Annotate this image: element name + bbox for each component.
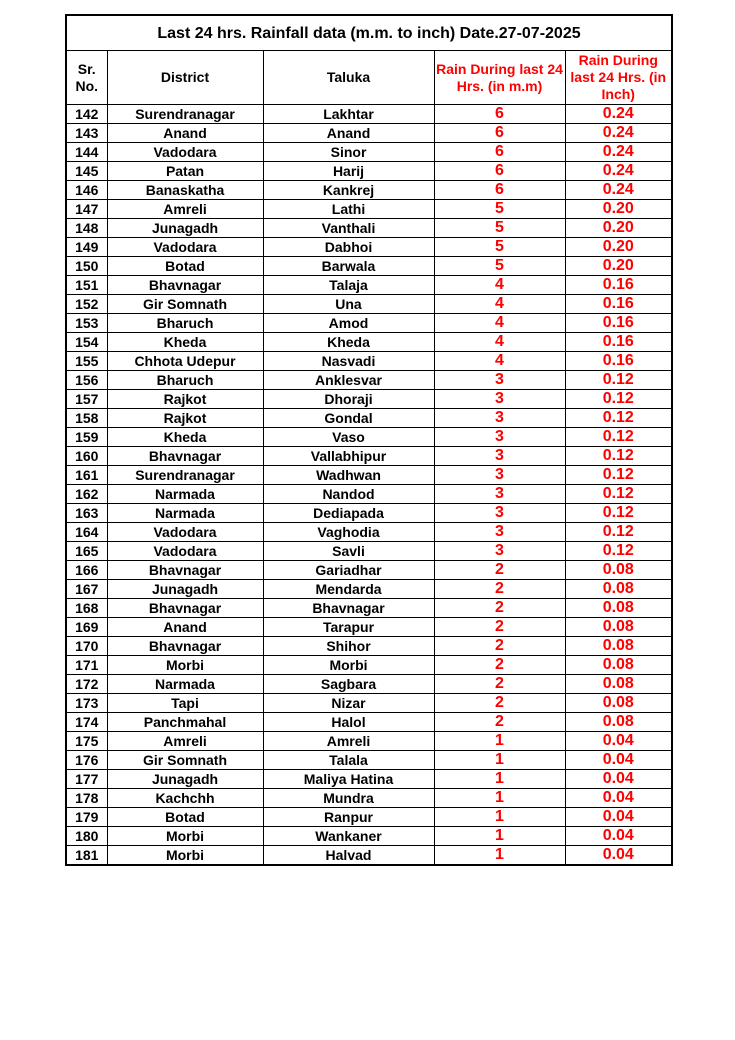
table-row: [66, 314, 672, 333]
sr-cell: 150: [66, 257, 107, 276]
rain-mm-cell: 2: [434, 713, 565, 732]
rainfall-table: [65, 14, 673, 866]
taluka-cell: Tarapur: [263, 618, 434, 637]
taluka-cell: Nasvadi: [263, 352, 434, 371]
table-row: [66, 504, 672, 523]
table-row: [66, 352, 672, 371]
rain-mm-cell: 2: [434, 618, 565, 637]
district-cell: Bhavnagar: [107, 561, 263, 580]
sr-cell: 181: [66, 846, 107, 866]
district-cell: Junagadh: [107, 770, 263, 789]
district-cell: Morbi: [107, 846, 263, 866]
rain-inch-cell: 0.16: [565, 352, 672, 371]
table-row: [66, 162, 672, 181]
district-cell: Kheda: [107, 333, 263, 352]
taluka-cell: Vaso: [263, 428, 434, 447]
rain-inch-cell: 0.12: [565, 409, 672, 428]
district-cell: Morbi: [107, 656, 263, 675]
rain-inch-cell: 0.24: [565, 181, 672, 200]
taluka-cell: Anand: [263, 124, 434, 143]
taluka-cell: Lathi: [263, 200, 434, 219]
district-cell: Surendranagar: [107, 105, 263, 124]
district-cell: Junagadh: [107, 219, 263, 238]
table-row: [66, 219, 672, 238]
rain-mm-cell: 4: [434, 295, 565, 314]
sr-cell: 149: [66, 238, 107, 257]
district-cell: Bharuch: [107, 371, 263, 390]
table-row: [66, 713, 672, 732]
district-cell: Morbi: [107, 827, 263, 846]
rain-mm-cell: 3: [434, 542, 565, 561]
sr-cell: 177: [66, 770, 107, 789]
rain-inch-cell: 0.04: [565, 808, 672, 827]
taluka-cell: Bhavnagar: [263, 599, 434, 618]
table-row: [66, 789, 672, 808]
sr-cell: 169: [66, 618, 107, 637]
taluka-cell: Sagbara: [263, 675, 434, 694]
table-row: [66, 276, 672, 295]
rain-mm-cell: 3: [434, 447, 565, 466]
taluka-cell: Maliya Hatina: [263, 770, 434, 789]
table-row: [66, 428, 672, 447]
table-row: [66, 257, 672, 276]
rain-mm-cell: 2: [434, 599, 565, 618]
rain-mm-cell: 3: [434, 371, 565, 390]
district-cell: Vadodara: [107, 542, 263, 561]
rain-mm-cell: 5: [434, 200, 565, 219]
sr-cell: 146: [66, 181, 107, 200]
table-row: [66, 561, 672, 580]
rain-mm-cell: 1: [434, 732, 565, 751]
taluka-cell: Una: [263, 295, 434, 314]
rain-inch-cell: 0.12: [565, 428, 672, 447]
rain-inch-cell: 0.12: [565, 390, 672, 409]
header-sr-no: Sr. No.: [66, 51, 107, 105]
district-cell: Narmada: [107, 675, 263, 694]
district-cell: Amreli: [107, 200, 263, 219]
district-cell: Kachchh: [107, 789, 263, 808]
sr-cell: 165: [66, 542, 107, 561]
sr-cell: 164: [66, 523, 107, 542]
taluka-cell: Amreli: [263, 732, 434, 751]
taluka-cell: Nandod: [263, 485, 434, 504]
sr-cell: 172: [66, 675, 107, 694]
district-cell: Vadodara: [107, 523, 263, 542]
rain-inch-cell: 0.08: [565, 580, 672, 599]
table-row: [66, 409, 672, 428]
district-cell: Narmada: [107, 504, 263, 523]
rain-inch-cell: 0.08: [565, 675, 672, 694]
district-cell: Botad: [107, 808, 263, 827]
rain-mm-cell: 1: [434, 751, 565, 770]
sr-cell: 158: [66, 409, 107, 428]
table-row: [66, 770, 672, 789]
taluka-cell: Mendarda: [263, 580, 434, 599]
sr-cell: 180: [66, 827, 107, 846]
table-row: [66, 599, 672, 618]
sr-cell: 178: [66, 789, 107, 808]
rain-mm-cell: 2: [434, 637, 565, 656]
rain-mm-cell: 2: [434, 580, 565, 599]
taluka-cell: Halvad: [263, 846, 434, 866]
sr-cell: 147: [66, 200, 107, 219]
rain-inch-cell: 0.20: [565, 219, 672, 238]
rain-inch-cell: 0.12: [565, 504, 672, 523]
sr-cell: 170: [66, 637, 107, 656]
rain-inch-cell: 0.04: [565, 789, 672, 808]
table-body: [66, 105, 672, 866]
district-cell: Vadodara: [107, 143, 263, 162]
taluka-cell: Wadhwan: [263, 466, 434, 485]
sr-cell: 163: [66, 504, 107, 523]
rain-inch-cell: 0.16: [565, 333, 672, 352]
table-row: [66, 827, 672, 846]
header-district: District: [107, 51, 263, 105]
rain-inch-cell: 0.12: [565, 447, 672, 466]
sr-cell: 171: [66, 656, 107, 675]
table-row: [66, 542, 672, 561]
header-rain-mm: Rain During last 24 Hrs. (in m.m): [434, 51, 565, 105]
taluka-cell: Savli: [263, 542, 434, 561]
rain-mm-cell: 1: [434, 789, 565, 808]
taluka-cell: Harij: [263, 162, 434, 181]
rain-mm-cell: 4: [434, 276, 565, 295]
taluka-cell: Anklesvar: [263, 371, 434, 390]
table-row: [66, 675, 672, 694]
taluka-cell: Gariadhar: [263, 561, 434, 580]
district-cell: Amreli: [107, 732, 263, 751]
table-row: [66, 105, 672, 124]
rain-inch-cell: 0.04: [565, 770, 672, 789]
table-row: [66, 580, 672, 599]
sr-cell: 148: [66, 219, 107, 238]
rain-inch-cell: 0.16: [565, 276, 672, 295]
table-row: [66, 390, 672, 409]
rain-inch-cell: 0.24: [565, 162, 672, 181]
table-row: [66, 371, 672, 390]
taluka-cell: Barwala: [263, 257, 434, 276]
sr-cell: 157: [66, 390, 107, 409]
sr-cell: 174: [66, 713, 107, 732]
sr-cell: 152: [66, 295, 107, 314]
district-cell: Rajkot: [107, 409, 263, 428]
rain-inch-cell: 0.20: [565, 257, 672, 276]
table-row: [66, 181, 672, 200]
rain-inch-cell: 0.12: [565, 523, 672, 542]
rain-mm-cell: 2: [434, 675, 565, 694]
rain-mm-cell: 6: [434, 143, 565, 162]
taluka-cell: Dhoraji: [263, 390, 434, 409]
rain-mm-cell: 1: [434, 846, 565, 866]
rain-mm-cell: 3: [434, 466, 565, 485]
table-row: [66, 466, 672, 485]
taluka-cell: Talaja: [263, 276, 434, 295]
sr-cell: 179: [66, 808, 107, 827]
sr-cell: 156: [66, 371, 107, 390]
table-row: [66, 751, 672, 770]
rain-inch-cell: 0.04: [565, 846, 672, 866]
rain-inch-cell: 0.08: [565, 618, 672, 637]
district-cell: Bhavnagar: [107, 637, 263, 656]
district-cell: Anand: [107, 124, 263, 143]
rain-mm-cell: 5: [434, 257, 565, 276]
rain-inch-cell: 0.08: [565, 656, 672, 675]
district-cell: Bhavnagar: [107, 276, 263, 295]
sr-cell: 161: [66, 466, 107, 485]
rain-mm-cell: 4: [434, 333, 565, 352]
rain-mm-cell: 3: [434, 428, 565, 447]
sr-cell: 153: [66, 314, 107, 333]
district-cell: Narmada: [107, 485, 263, 504]
rain-mm-cell: 3: [434, 504, 565, 523]
rain-inch-cell: 0.12: [565, 542, 672, 561]
header-rain-inch: Rain During last 24 Hrs. (in Inch): [565, 51, 672, 105]
table-row: [66, 523, 672, 542]
rain-inch-cell: 0.20: [565, 200, 672, 219]
table-row: [66, 732, 672, 751]
table-row: [66, 656, 672, 675]
sr-cell: 142: [66, 105, 107, 124]
district-cell: Bhavnagar: [107, 599, 263, 618]
rain-inch-cell: 0.08: [565, 561, 672, 580]
rain-mm-cell: 3: [434, 523, 565, 542]
district-cell: Bharuch: [107, 314, 263, 333]
district-cell: Vadodara: [107, 238, 263, 257]
rain-mm-cell: 1: [434, 770, 565, 789]
district-cell: Anand: [107, 618, 263, 637]
sr-cell: 151: [66, 276, 107, 295]
sr-cell: 176: [66, 751, 107, 770]
district-cell: Panchmahal: [107, 713, 263, 732]
district-cell: Tapi: [107, 694, 263, 713]
rain-mm-cell: 3: [434, 390, 565, 409]
table-row: [66, 333, 672, 352]
table-title: Last 24 hrs. Rainfall data (m.m. to inch) Date.27-07-2025: [66, 15, 672, 51]
taluka-cell: Dediapada: [263, 504, 434, 523]
rain-inch-cell: 0.12: [565, 485, 672, 504]
rain-inch-cell: 0.04: [565, 732, 672, 751]
sr-cell: 155: [66, 352, 107, 371]
table-row: [66, 143, 672, 162]
rain-inch-cell: 0.24: [565, 143, 672, 162]
table-row: [66, 808, 672, 827]
rain-mm-cell: 6: [434, 105, 565, 124]
rain-inch-cell: 0.08: [565, 694, 672, 713]
rain-mm-cell: 1: [434, 827, 565, 846]
district-cell: Botad: [107, 257, 263, 276]
rain-mm-cell: 5: [434, 219, 565, 238]
table-row: [66, 447, 672, 466]
rain-inch-cell: 0.12: [565, 371, 672, 390]
rain-mm-cell: 4: [434, 314, 565, 333]
sr-cell: 168: [66, 599, 107, 618]
sr-cell: 162: [66, 485, 107, 504]
taluka-cell: Talala: [263, 751, 434, 770]
table-row: [66, 295, 672, 314]
rain-inch-cell: 0.20: [565, 238, 672, 257]
rain-inch-cell: 0.16: [565, 295, 672, 314]
table-row: [66, 124, 672, 143]
header-row: [66, 51, 672, 105]
taluka-cell: Shihor: [263, 637, 434, 656]
district-cell: Surendranagar: [107, 466, 263, 485]
rain-mm-cell: 3: [434, 485, 565, 504]
district-cell: Rajkot: [107, 390, 263, 409]
table-row: [66, 618, 672, 637]
sr-cell: 175: [66, 732, 107, 751]
sr-cell: 166: [66, 561, 107, 580]
taluka-cell: Gondal: [263, 409, 434, 428]
rain-inch-cell: 0.04: [565, 751, 672, 770]
rain-mm-cell: 5: [434, 238, 565, 257]
taluka-cell: Lakhtar: [263, 105, 434, 124]
rain-inch-cell: 0.12: [565, 466, 672, 485]
rain-mm-cell: 6: [434, 162, 565, 181]
district-cell: Kheda: [107, 428, 263, 447]
table-row: [66, 485, 672, 504]
table-row: [66, 200, 672, 219]
rain-inch-cell: 0.04: [565, 827, 672, 846]
rain-mm-cell: 1: [434, 808, 565, 827]
rain-mm-cell: 3: [434, 409, 565, 428]
district-cell: Patan: [107, 162, 263, 181]
header-taluka: Taluka: [263, 51, 434, 105]
sr-cell: 173: [66, 694, 107, 713]
rain-inch-cell: 0.24: [565, 124, 672, 143]
table-row: [66, 637, 672, 656]
rain-mm-cell: 2: [434, 694, 565, 713]
taluka-cell: Kheda: [263, 333, 434, 352]
taluka-cell: Dabhoi: [263, 238, 434, 257]
sr-cell: 167: [66, 580, 107, 599]
rain-mm-cell: 2: [434, 561, 565, 580]
table-row: [66, 694, 672, 713]
district-cell: Bhavnagar: [107, 447, 263, 466]
rain-inch-cell: 0.08: [565, 599, 672, 618]
taluka-cell: Vallabhipur: [263, 447, 434, 466]
taluka-cell: Ranpur: [263, 808, 434, 827]
table-row: [66, 846, 672, 866]
sr-cell: 160: [66, 447, 107, 466]
rain-inch-cell: 0.08: [565, 713, 672, 732]
district-cell: Gir Somnath: [107, 295, 263, 314]
taluka-cell: Kankrej: [263, 181, 434, 200]
district-cell: Gir Somnath: [107, 751, 263, 770]
rain-mm-cell: 2: [434, 656, 565, 675]
taluka-cell: Morbi: [263, 656, 434, 675]
taluka-cell: Vaghodia: [263, 523, 434, 542]
sr-cell: 145: [66, 162, 107, 181]
rain-mm-cell: 6: [434, 181, 565, 200]
rain-mm-cell: 4: [434, 352, 565, 371]
district-cell: Chhota Udepur: [107, 352, 263, 371]
sr-cell: 154: [66, 333, 107, 352]
sr-cell: 144: [66, 143, 107, 162]
taluka-cell: Sinor: [263, 143, 434, 162]
rain-inch-cell: 0.08: [565, 637, 672, 656]
rain-inch-cell: 0.24: [565, 105, 672, 124]
rain-mm-cell: 6: [434, 124, 565, 143]
sr-cell: 159: [66, 428, 107, 447]
rain-inch-cell: 0.16: [565, 314, 672, 333]
sr-cell: 143: [66, 124, 107, 143]
district-cell: Banaskatha: [107, 181, 263, 200]
taluka-cell: Nizar: [263, 694, 434, 713]
taluka-cell: Mundra: [263, 789, 434, 808]
taluka-cell: Vanthali: [263, 219, 434, 238]
district-cell: Junagadh: [107, 580, 263, 599]
taluka-cell: Halol: [263, 713, 434, 732]
taluka-cell: Wankaner: [263, 827, 434, 846]
table-row: [66, 238, 672, 257]
taluka-cell: Amod: [263, 314, 434, 333]
